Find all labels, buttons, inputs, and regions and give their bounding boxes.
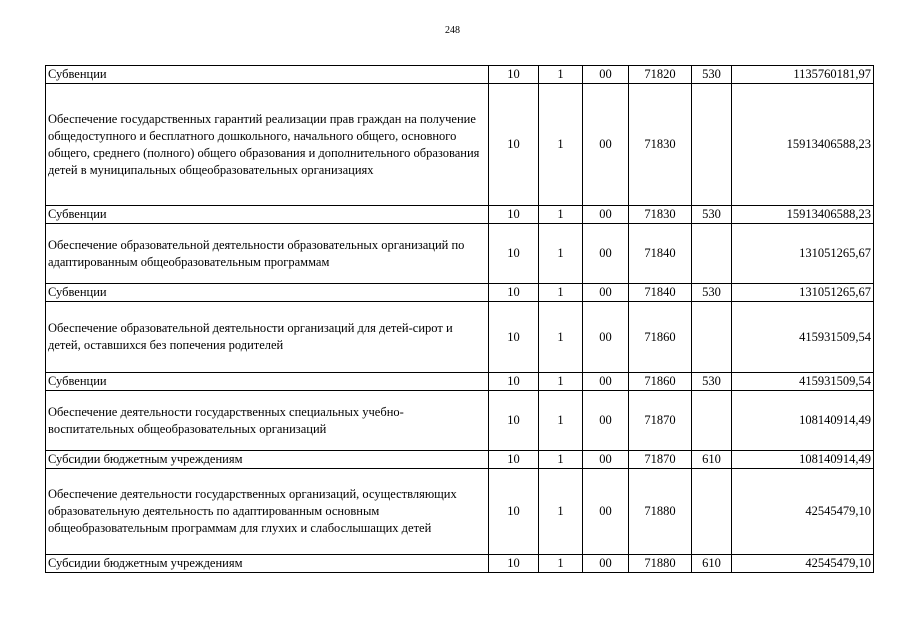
row-name: Субсидии бюджетным учреждениям (46, 555, 489, 573)
row-program-code: 00 (583, 469, 629, 555)
table-row (46, 373, 874, 391)
row-program-code: 00 (583, 284, 629, 302)
row-target-code: 71820 (629, 66, 692, 84)
row-section: 10 (489, 66, 539, 84)
row-target-code: 71860 (629, 302, 692, 373)
table-row (46, 302, 874, 373)
row-expense-type: 610 (692, 451, 732, 469)
row-amount: 131051265,67 (732, 284, 874, 302)
row-subsection: 1 (539, 391, 583, 451)
row-expense-type (692, 224, 732, 284)
row-name: Субвенции (46, 66, 489, 84)
row-target-code: 71870 (629, 451, 692, 469)
row-expense-type (692, 302, 732, 373)
row-section: 10 (489, 451, 539, 469)
row-amount: 415931509,54 (732, 373, 874, 391)
row-target-code: 71840 (629, 284, 692, 302)
row-program-code: 00 (583, 206, 629, 224)
row-target-code: 71830 (629, 84, 692, 206)
page-number: 248 (445, 25, 460, 36)
row-name: Субвенции (46, 284, 489, 302)
row-program-code: 00 (583, 391, 629, 451)
table-row (46, 224, 874, 284)
table-row (46, 84, 874, 206)
row-program-code: 00 (583, 84, 629, 206)
row-name: Обеспечение деятельности государственных организаций, осуществляющих образовательную деятельность по адаптированным основным общеобразовательным программам для глухих и слабослышащих детей (46, 469, 489, 555)
table-row (46, 469, 874, 555)
row-subsection: 1 (539, 555, 583, 573)
row-amount: 415931509,54 (732, 302, 874, 373)
row-amount: 42545479,10 (732, 469, 874, 555)
row-section: 10 (489, 284, 539, 302)
row-program-code: 00 (583, 66, 629, 84)
budget-table (45, 65, 874, 573)
row-subsection: 1 (539, 469, 583, 555)
table-row (46, 66, 874, 84)
row-section: 10 (489, 84, 539, 206)
row-target-code: 71880 (629, 555, 692, 573)
table-row (46, 206, 874, 224)
row-program-code: 00 (583, 373, 629, 391)
row-section: 10 (489, 302, 539, 373)
row-amount: 131051265,67 (732, 224, 874, 284)
row-amount: 42545479,10 (732, 555, 874, 573)
row-name: Обеспечение образовательной деятельности образовательных организаций по адаптированным общеобразовательным программам (46, 224, 489, 284)
row-section: 10 (489, 206, 539, 224)
row-section: 10 (489, 224, 539, 284)
row-expense-type (692, 84, 732, 206)
row-program-code: 00 (583, 224, 629, 284)
row-name: Субвенции (46, 206, 489, 224)
row-subsection: 1 (539, 373, 583, 391)
row-expense-type: 530 (692, 284, 732, 302)
row-name: Обеспечение образовательной деятельности организаций для детей-сирот и детей, оставшихся без попечения родителей (46, 302, 489, 373)
row-target-code: 71880 (629, 469, 692, 555)
row-expense-type (692, 469, 732, 555)
row-amount: 15913406588,23 (732, 206, 874, 224)
row-name: Субсидии бюджетным учреждениям (46, 451, 489, 469)
row-target-code: 71870 (629, 391, 692, 451)
table-row (46, 284, 874, 302)
row-expense-type: 610 (692, 555, 732, 573)
row-amount: 1135760181,97 (732, 66, 874, 84)
row-name: Субвенции (46, 373, 489, 391)
row-target-code: 71840 (629, 224, 692, 284)
row-section: 10 (489, 391, 539, 451)
table-row (46, 391, 874, 451)
row-amount: 108140914,49 (732, 391, 874, 451)
row-subsection: 1 (539, 451, 583, 469)
row-section: 10 (489, 555, 539, 573)
row-amount: 108140914,49 (732, 451, 874, 469)
table-row (46, 555, 874, 573)
row-subsection: 1 (539, 206, 583, 224)
row-subsection: 1 (539, 284, 583, 302)
row-target-code: 71830 (629, 206, 692, 224)
table-row (46, 451, 874, 469)
row-section: 10 (489, 373, 539, 391)
row-expense-type (692, 391, 732, 451)
row-expense-type: 530 (692, 206, 732, 224)
row-section: 10 (489, 469, 539, 555)
row-name: Обеспечение деятельности государственных специальных учебно-воспитательных общеобразовательных организаций (46, 391, 489, 451)
row-program-code: 00 (583, 451, 629, 469)
row-subsection: 1 (539, 66, 583, 84)
row-program-code: 00 (583, 302, 629, 373)
row-name: Обеспечение государственных гарантий реализации прав граждан на получение общедоступного и бесплатного дошкольного, начального общего, основного общего, среднего (полного) общего образования и дополнительного образования детей в муниципальных общеобразовательных организациях (46, 84, 489, 206)
row-subsection: 1 (539, 302, 583, 373)
row-subsection: 1 (539, 224, 583, 284)
row-amount: 15913406588,23 (732, 84, 874, 206)
row-subsection: 1 (539, 84, 583, 206)
row-expense-type: 530 (692, 66, 732, 84)
row-target-code: 71860 (629, 373, 692, 391)
row-expense-type: 530 (692, 373, 732, 391)
row-program-code: 00 (583, 555, 629, 573)
